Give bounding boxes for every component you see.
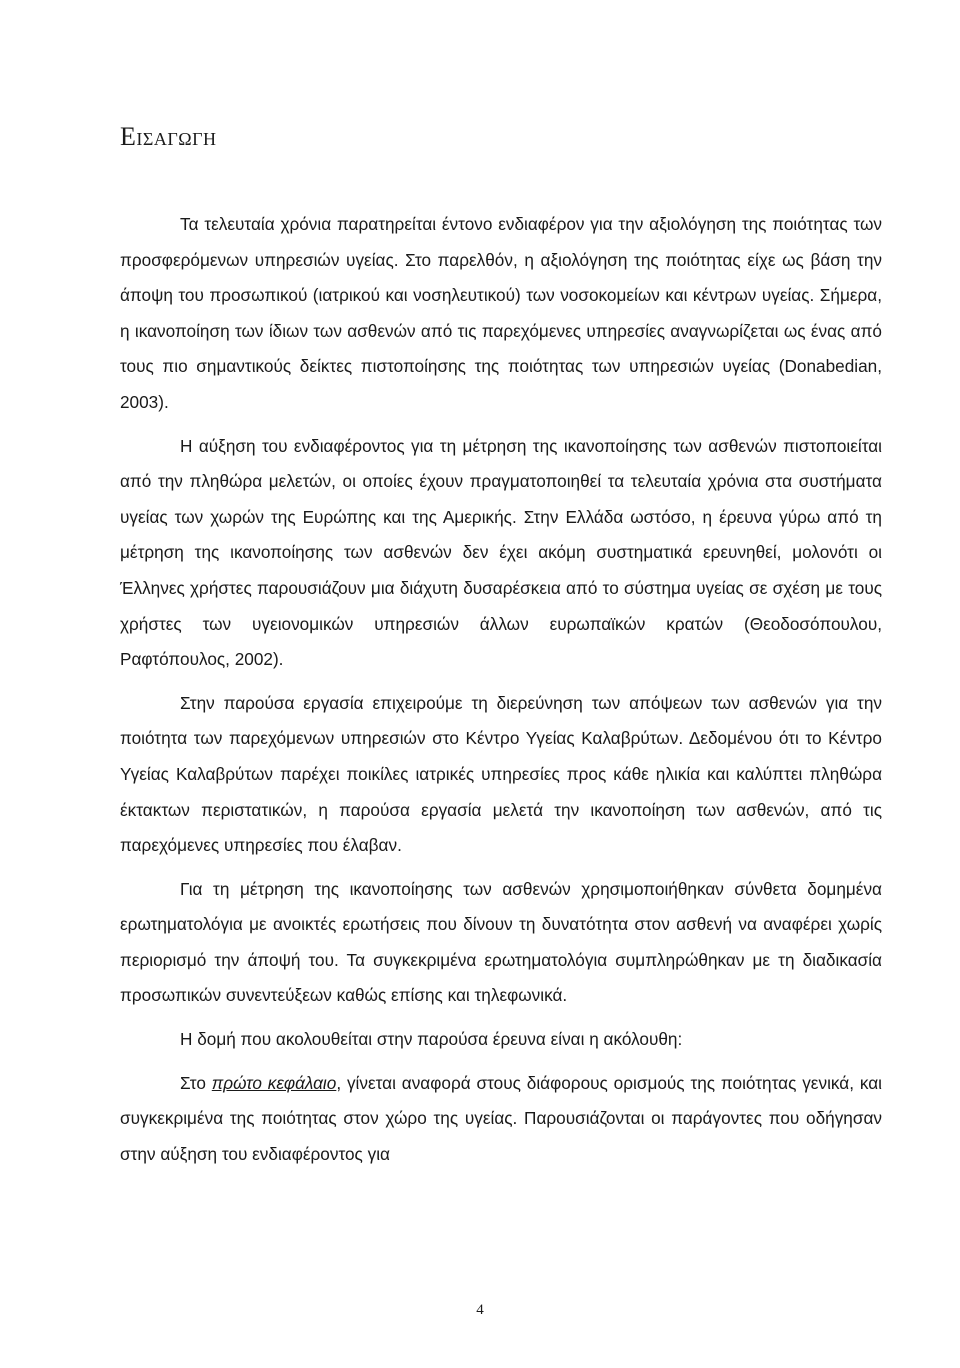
paragraph-6-lead: Στο <box>180 1072 206 1093</box>
paragraph-3: Στην παρούσα εργασία επιχειρούμε τη διερεύνηση των απόψεων των ασθενών για την ποιότητα των παρεχόμενων υπηρεσιών στο Κέντρο Υγείας Καλαβρύτων. Δεδομένου ότι το Κέντρο Υγείας Καλαβρύτων παρέχει ποικίλες ιατρικές υπηρεσίες προς κάθε ηλικία και καλύπτει πληθώρα έκτακτων περιστατικών, η παρούσα εργασία μελετά την ικανοποίηση των ασθενών, από τις παρεχόμενες υπηρεσίες που έλαβαν. <box>120 692 882 856</box>
chapter-one-reference: πρώτο κεφάλαιο <box>211 1072 337 1093</box>
paragraph-6 <box>120 1066 882 1173</box>
paragraph-6-rest: , γίνεται αναφορά στους διάφορους ορισμούς της ποιότητας γενικά, και συγκεκριμένα της ποιότητας στον χώρο της υγείας. Παρουσιάζονται οι παράγοντες που οδήγησαν στην αύξηση του ενδιαφέροντος για <box>120 1072 882 1164</box>
page-number: 4 <box>476 1302 484 1318</box>
paragraph-5: Η δομή που ακολουθείται στην παρούσα έρευνα είναι η ακόλουθη: <box>180 1029 683 1050</box>
paragraph-4: Για τη μέτρηση της ικανοποίησης των ασθενών χρησιμοποιήθηκαν σύνθετα δομημένα ερωτηματολόγια με ανοικτές ερωτήσεις που δίνουν τη δυνατότητα στον ασθενή να αναφέρει χωρίς περιορισμό την άποψή του. Τα συγκεκριμένα ερωτηματολόγια συμπληρώθηκαν με τη διαδικασία προσωπικών συνεντεύξεων καθώς επίσης και τηλεφωνικά. <box>120 878 882 1006</box>
paragraph-1: Τα τελευταία χρόνια παρατηρείται έντονο ενδιαφέρον για την αξιολόγηση της ποιότητας των προσφερόμενων υπηρεσιών υγείας. Στο παρελθόν, η αξιολόγηση της ποιότητας είχε ως βάση την άποψη του προσωπικού (ιατρικού και νοσηλευτικού) των νοσοκομείων και κέντρων υγείας. Σήμερα, η ικανοποίηση των ίδιων των ασθενών από τις παρεχόμενες υπηρεσίες αναγνωρίζεται ως ένας από τους πιο σημαντικούς δείκτες πιστοποίησης της ποιότητας των υπηρεσιών υγείας (Donabedian, 2003). <box>120 214 882 412</box>
page-title: Εισαγωγη <box>120 122 217 151</box>
document-body <box>120 207 882 1172</box>
paragraph-2: Η αύξηση του ενδιαφέροντος για τη μέτρηση της ικανοποίησης των ασθενών πιστοποιείται από την πληθώρα μελετών, οι οποίες έχουν πραγματοποιηθεί τα τελευταία χρόνια στα συστήματα υγείας των χωρών της Ευρώπης και της Αμερικής. Στην Ελλάδα ωστόσο, η έρευνα γύρω από τη μέτρηση της ικανοποίησης των ασθενών δεν έχει ακόμη συστηματικά ερευνηθεί, μολονότι οι Έλληνες χρήστες παρουσιάζουν μια διάχυτη δυσαρέσκεια από το σύστημα υγείας σε σχέση με τους χρήστες των υγειονομικών υπηρεσιών άλλων ευρωπαϊκών κρατών (Θεοδοσόπουλου, Ραφτόπουλος, 2002). <box>120 435 882 670</box>
